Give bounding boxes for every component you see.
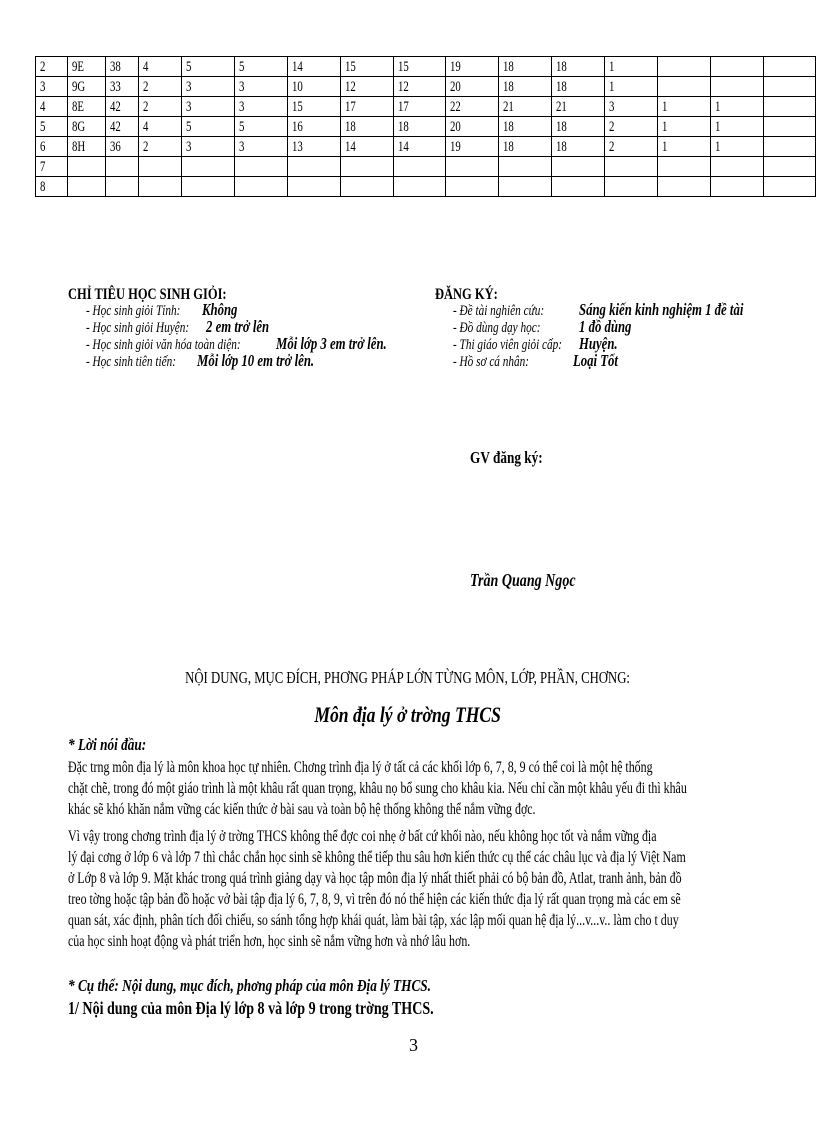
table-row (36, 137, 816, 157)
table-cell: 15 (287, 97, 340, 117)
register-item-value: Huyện. (579, 334, 618, 353)
targets-item-label: - Học sinh giỏi văn hóa toàn diện: (86, 337, 241, 353)
table-cell: 8G (67, 117, 105, 137)
paragraph-line: của học sinh hoạt động và phát triển hơn, học sinh sẽ nắm vững hơn và nhớ lâu hơn. (68, 933, 471, 950)
table-cell (446, 157, 499, 177)
table-cell: 12 (393, 77, 446, 97)
register-item (453, 317, 632, 337)
paragraph-line: ở Lớp 8 và lớp 9. Mặt khác trong quá trình giảng dạy và học tập môn địa lý nhất thiết phải có bộ bản đồ, Atlat, tranh ảnh, bản đồ (68, 870, 682, 887)
table-cell: 18 (499, 137, 552, 157)
table-row (36, 157, 816, 177)
table-cell: 5 (234, 57, 287, 77)
register-block (435, 286, 744, 371)
table-cell: 3 (181, 137, 234, 157)
table-cell (605, 177, 658, 197)
table-cell: 1 (711, 137, 764, 157)
table-cell: 14 (340, 137, 393, 157)
table-cell (105, 157, 138, 177)
table-cell: 2 (138, 137, 181, 157)
targets-heading: CHỈ TIÊU HỌC SINH GIỎI: (68, 286, 227, 303)
paragraph-line: treo tờng hoặc tập bản đồ hoặc vở bài tập địa lý 6, 7, 8, 9, vì trên đó nó thể hiện các kiến thức địa lý rất quan trọng mà các em sẽ (68, 891, 681, 908)
targets-block (68, 286, 387, 371)
table-cell: 21 (552, 97, 605, 117)
table-cell: 20 (446, 117, 499, 137)
table-cell: 3 (181, 97, 234, 117)
page-number: 3 (409, 1035, 418, 1055)
register-item-label: - Đề tài nghiên cứu: (453, 303, 545, 319)
paragraph-line: Vì vậy trong chơng trình địa lý ở trờng THCS không thể đợc coi nhẹ ở bất cứ khối nào, nếu không học tốt và nắm vững địa (68, 828, 657, 845)
table-cell: 18 (499, 57, 552, 77)
table-cell (234, 177, 287, 197)
class-stats-table (35, 56, 816, 197)
table-cell: 18 (393, 117, 446, 137)
table-cell: 2 (605, 117, 658, 137)
table-cell (763, 97, 815, 117)
table-row (36, 77, 816, 97)
register-item-value: Loại Tốt (573, 351, 618, 370)
table-cell (763, 117, 815, 137)
table-cell: 1 (658, 97, 711, 117)
targets-item-value: Mỗi lớp 10 em trở lên. (197, 351, 315, 370)
table-cell: 15 (340, 57, 393, 77)
targets-item-label: - Học sinh giỏi Tỉnh: (86, 303, 181, 319)
table-cell: 5 (234, 117, 287, 137)
table-cell: 3 (234, 77, 287, 97)
signature-label: GV đăng ký: (470, 448, 543, 467)
targets-item-label: - Học sinh giỏi Huyện: (86, 320, 190, 336)
table-cell: 22 (446, 97, 499, 117)
table-cell (499, 157, 552, 177)
register-item-value: Sáng kiến kinh nghiệm 1 đề tài (579, 300, 744, 319)
table-cell: 18 (552, 77, 605, 97)
table-row (36, 97, 816, 117)
table-cell (181, 157, 234, 177)
table-cell: 14 (287, 57, 340, 77)
table-cell: 3 (181, 77, 234, 97)
table-cell: 33 (105, 77, 138, 97)
table-cell (658, 177, 711, 197)
table-cell: 15 (393, 57, 446, 77)
table-cell (340, 157, 393, 177)
table-cell (105, 177, 138, 197)
table-cell: 7 (36, 157, 68, 177)
table-cell (711, 77, 764, 97)
table-cell (67, 177, 105, 197)
table-cell: 8E (67, 97, 105, 117)
table-cell: 8H (67, 137, 105, 157)
register-heading: ĐĂNG KÝ: (435, 286, 498, 303)
table-cell (711, 57, 764, 77)
table-row (36, 117, 816, 137)
paragraph-line: quan sát, xác định, phân tích đối chiếu, so sánh tổng hợp khái quát, làm bài tập, xác lập mối quan hệ địa lý...v...v.. làm cho t duy (68, 912, 679, 929)
table-cell (658, 157, 711, 177)
table-cell (138, 177, 181, 197)
table-cell: 42 (105, 97, 138, 117)
register-item-label: - Thi giáo viên giỏi cấp: (453, 337, 563, 353)
table-cell: 17 (393, 97, 446, 117)
table-cell: 5 (181, 57, 234, 77)
table-cell: 3 (234, 137, 287, 157)
table-cell (287, 177, 340, 197)
table-cell: 8 (36, 177, 68, 197)
table-cell: 1 (658, 117, 711, 137)
targets-item (86, 317, 271, 337)
table-cell: 2 (36, 57, 68, 77)
table-cell (287, 157, 340, 177)
table-row (36, 177, 816, 197)
table-cell: 5 (36, 117, 68, 137)
table-cell: 18 (552, 57, 605, 77)
table-cell: 1 (605, 57, 658, 77)
section-title: Môn địa lý ở trờng THCS (314, 702, 502, 727)
table-cell: 3 (36, 77, 68, 97)
register-item (453, 300, 744, 320)
table-cell (181, 177, 234, 197)
table-cell: 42 (105, 117, 138, 137)
table-cell (658, 77, 711, 97)
table-cell: 19 (446, 57, 499, 77)
table-cell: 36 (105, 137, 138, 157)
table-cell: 1 (711, 117, 764, 137)
specific-heading: * Cụ thể: Nội dung, mục đích, phơng pháp của môn Địa lý THCS. (68, 976, 431, 995)
table-cell: 3 (234, 97, 287, 117)
targets-item-value: Không (202, 300, 238, 319)
table-cell (552, 157, 605, 177)
table-cell: 17 (340, 97, 393, 117)
table-cell (763, 57, 815, 77)
table-cell (711, 177, 764, 197)
table-cell (763, 137, 815, 157)
table-cell: 16 (287, 117, 340, 137)
table-cell (340, 177, 393, 197)
table-cell: 1 (711, 97, 764, 117)
table-cell (711, 157, 764, 177)
table-cell (393, 177, 446, 197)
targets-item-label: - Học sinh tiên tiến: (86, 354, 176, 370)
paragraph-line: khác sẽ khó khăn nắm vững các kiến thức ở bài sau và toàn bộ hệ thống không thể nắm vững đợc. (68, 801, 536, 818)
register-item-value: 1 đồ dùng (579, 317, 632, 336)
table-cell: 9E (67, 57, 105, 77)
table-cell: 18 (340, 117, 393, 137)
table-cell: 6 (36, 137, 68, 157)
table-cell: 2 (138, 77, 181, 97)
table-cell: 9G (67, 77, 105, 97)
paragraph-line: lý đại cơng ở lớp 6 và lớp 7 thì chắc chắn học sinh sẽ không thể tiếp thu sâu hơn kiến thức cụ thể các châu lục và địa lý Việt Nam (68, 849, 686, 866)
table-cell: 38 (105, 57, 138, 77)
intro-label: * Lời nói đầu: (68, 735, 147, 754)
register-item-label: - Hồ sơ cá nhân: (453, 354, 529, 370)
table-cell: 10 (287, 77, 340, 97)
paragraph-line: chặt chẽ, trong đó một giáo trình là một khâu rất quan trọng, khâu nọ bổ sung cho khâu kia. Nếu chỉ cần một khâu yếu đi thì khâu (68, 780, 687, 797)
table-cell (67, 157, 105, 177)
paragraph-2 (68, 826, 788, 952)
table-cell (499, 177, 552, 197)
table-cell (763, 77, 815, 97)
table-cell: 18 (499, 77, 552, 97)
table-cell (658, 57, 711, 77)
table-cell: 20 (446, 77, 499, 97)
table-cell: 18 (552, 137, 605, 157)
paragraph-line: Đặc trng môn địa lý là môn khoa học tự nhiên. Chơng trình địa lý ở tất cả các khối lớp 6, 7, 8, 9 có thể coi là một hệ thống (68, 759, 653, 776)
targets-item-value: 2 em trở lên (206, 317, 270, 336)
table-cell (393, 157, 446, 177)
table-cell: 3 (605, 97, 658, 117)
table-cell: 12 (340, 77, 393, 97)
table-cell: 5 (181, 117, 234, 137)
table-cell (234, 157, 287, 177)
table-cell: 18 (499, 117, 552, 137)
table-cell: 2 (605, 137, 658, 157)
table-cell: 19 (446, 137, 499, 157)
targets-item-value: Mỗi lớp 3 em trở lên. (276, 334, 387, 353)
subsection-1-heading: 1/ Nội dung của môn Địa lý lớp 8 và lớp 9 trong trờng THCS. (68, 998, 434, 1018)
table-cell: 4 (138, 117, 181, 137)
section-heading: NỘI DUNG, MỤC ĐÍCH, PHƠNG PHÁP LỚN TỪNG MÔN, LỚP, PHẦN, CHƠNG: (185, 668, 631, 687)
table-cell: 14 (393, 137, 446, 157)
register-item (453, 351, 618, 371)
targets-item (86, 351, 315, 371)
table-cell: 18 (552, 117, 605, 137)
table-cell (138, 157, 181, 177)
table-cell: 4 (138, 57, 181, 77)
paragraph-1 (68, 757, 788, 820)
signature-name: Trần Quang Ngọc (470, 570, 576, 590)
table-cell: 1 (658, 137, 711, 157)
table-cell: 2 (138, 97, 181, 117)
table-cell (552, 177, 605, 197)
table-cell (446, 177, 499, 197)
table-cell (763, 157, 815, 177)
table-cell: 1 (605, 77, 658, 97)
table-cell (763, 177, 815, 197)
table-cell: 21 (499, 97, 552, 117)
table-cell: 13 (287, 137, 340, 157)
table-cell (605, 157, 658, 177)
register-item (453, 334, 618, 354)
table-cell: 4 (36, 97, 68, 117)
register-item-label: - Đồ dùng dạy học: (453, 320, 541, 336)
table-row (36, 57, 816, 77)
